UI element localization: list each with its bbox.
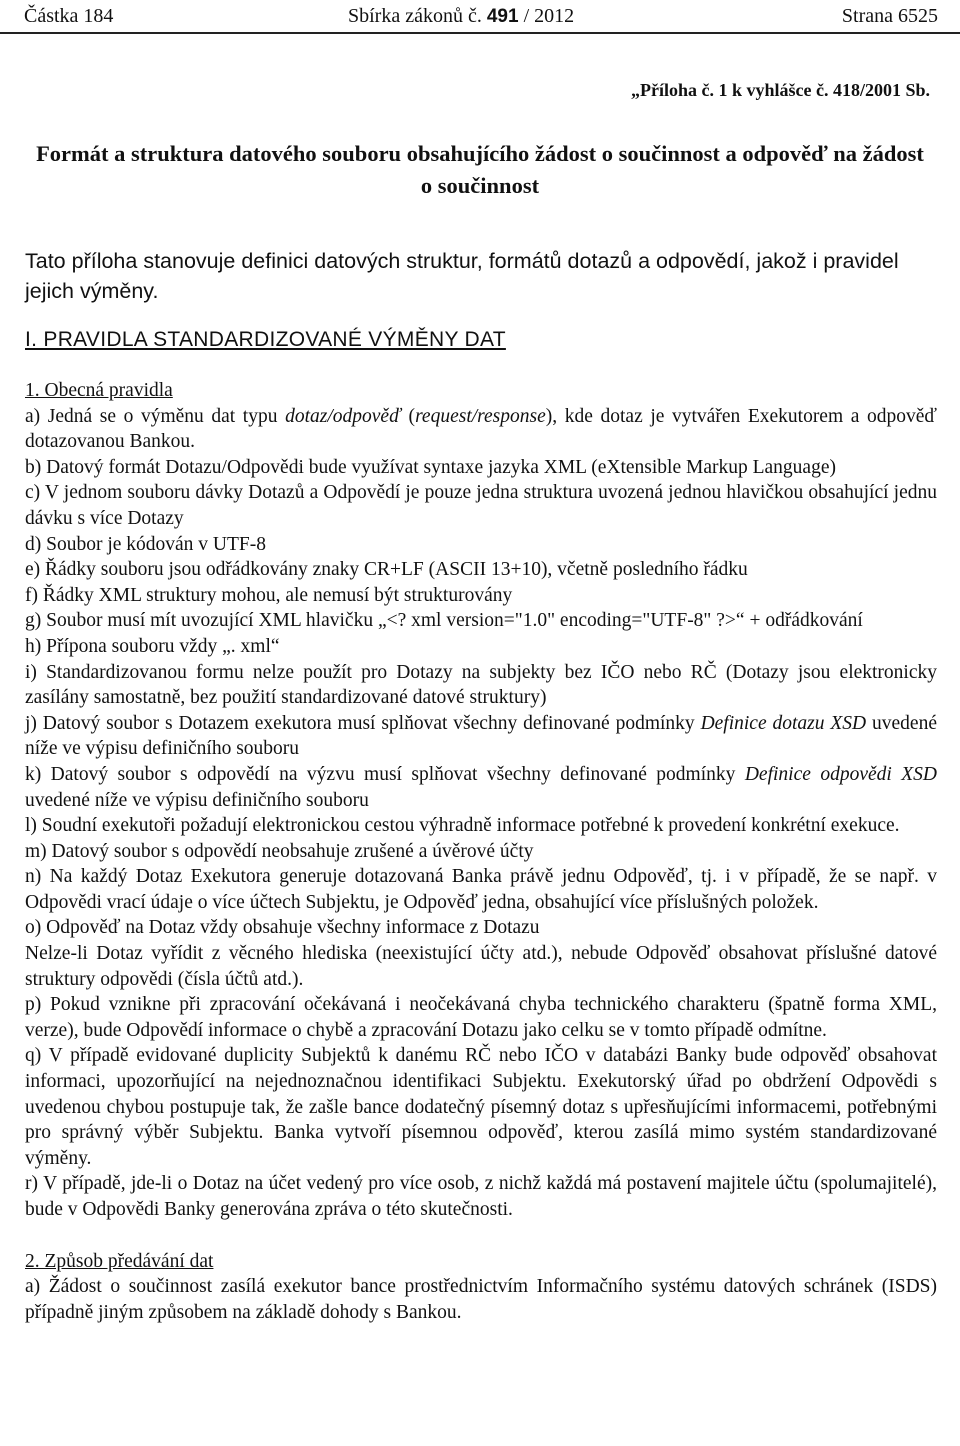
rule-o: o) Odpověď na Dotaz vždy obsahuje všechny informace z Dotazu xyxy=(25,917,540,939)
rule-q: q) V případě evidované duplicity Subjektů k danému RČ nebo IČO v databázi Banky bude odpověď obsahovat informaci, upozorňující na nejednoznačnou identifikaci Subjektu. Exekutorský úřad po obdržení Odpovědi s uvedenou chybou postupuje tak, že zašle bance dodatečný písemný dotaz s upřesňujícími informacemi, potřebnými pro správný výběr Subjektu. Banka vytvoří písemnou odpověď, kterou zasílá mimo systém standardizované výměny. xyxy=(25,1045,937,1169)
subsection-heading-general-rules: 1. Obecná pravidla xyxy=(25,380,173,401)
collection-number: 491 xyxy=(486,6,519,27)
rule-a-term-en: request/response xyxy=(415,405,546,427)
rule-n: n) Na každý Dotaz Exekutora generuje dotazovaná Banka právě jednu Odpověď, tj. i v případě, že se např. v Odpovědi vrací údaje o více účtech Subjektu, je Odpověď jedna, obsahující více příslušných položek. xyxy=(25,866,937,913)
rule-d: d) Soubor je kódován v UTF-8 xyxy=(25,533,267,555)
rule-l: l) Soudní exekutoři požadují elektronickou cestou výhradně informace potřebné k provedení konkrétní exekuce. xyxy=(25,815,900,837)
rule-j-term: Definice dotazu XSD xyxy=(700,712,867,734)
rule-e: e) Řádky souboru jsou odřádkovány znaky CR+LF (ASCII 13+10), včetně posledního řádku xyxy=(25,559,748,581)
rule-j xyxy=(25,711,937,762)
transfer-a: a) Žádost o součinnost zasílá exekutor bance prostřednictvím Informačního systému datových schránek (ISDS) případně jiným způsobem na základě dohody s Bankou. xyxy=(25,1276,937,1323)
annex-reference: „Příloha č. 1 k vyhlášce č. 418/2001 Sb. xyxy=(630,80,930,100)
collection-prefix: Sbírka zákonů č. xyxy=(348,5,482,27)
page-number: Strana 6525 xyxy=(841,5,938,27)
section-heading: I. PRAVIDLA STANDARDIZOVANÉ VÝMĚNY DAT xyxy=(25,328,506,351)
page-header xyxy=(24,4,938,32)
rule-p: p) Pokud vznikne při zpracování očekávaná i neočekávaná chyba technického charakteru (špatně forma XML, verze), bude Odpovědí informace o chybě a zpracování Dotazu jako celku se v tomto případě odmítne. xyxy=(25,994,937,1041)
rule-a xyxy=(25,404,937,455)
rule-g: g) Soubor musí mít uvozující XML hlavičku „<? xml version="1.0" encoding="UTF-8" ?>“ + odřádkování xyxy=(25,610,863,632)
intro-paragraph: Tato příloha stanovuje definici datových struktur, formátů dotazů a odpovědí, jakož i pravidel jejich výměny. xyxy=(25,249,899,303)
rule-a-text-1: a) Jedná se o výměnu dat typu xyxy=(25,405,286,427)
collection-year: / 2012 xyxy=(523,5,575,27)
rule-k-text-1: k) Datový soubor s odpovědí na výzvu musí splňovat všechny definované podmínky xyxy=(25,763,745,785)
document-title: Formát a struktura datového souboru obsahujícího žádost o součinnost a odpověď na žádost o součinnost xyxy=(36,141,924,198)
rule-k-text-2: uvedené níže ve výpisu definičního souboru xyxy=(25,789,369,811)
rule-b: b) Datový formát Dotazu/Odpovědi bude využívat syntaxe jazyka XML (eXtensible Markup Language) xyxy=(25,456,836,478)
rule-a-text-3: ), kde dotaz je vytvářen Exekutorem a odpověď dotazovanou Bankou. xyxy=(25,405,938,453)
rule-j-text-1: j) Datový soubor s Dotazem exekutora musí splňovat všechny definované podmínky xyxy=(25,712,701,734)
rule-f: f) Řádky XML struktury mohou, ale nemusí být strukturovány xyxy=(25,584,513,606)
rule-c: c) V jednom souboru dávky Dotazů a Odpovědí je pouze jedna struktura uvozená jednou hlavičkou obsahující jednu dávku s více Dotazy xyxy=(25,482,937,529)
rule-j-text-2: uvedené níže ve výpisu definičního souboru xyxy=(25,712,937,760)
subsection-heading-data-transfer: 2. Způsob předávání dat xyxy=(25,1250,214,1272)
collection-label xyxy=(348,4,574,29)
rule-a-text-2: ( xyxy=(400,405,416,427)
rule-i: i) Standardizovanou formu nelze použít pro Dotazy na subjekty bez IČO nebo RČ (Dotazy jsou elektronicky zasílány samostatně, bez použití standardizované datové struktury) xyxy=(25,661,937,709)
issue-number: Částka 184 xyxy=(24,5,114,27)
rules-body xyxy=(25,378,937,1325)
rule-r: r) V případě, jde-li o Dotaz na účet vedený pro více osob, z nichž každá má postavení majitele účtu (spolumajitelé), bude v Odpovědi Banky generována zpráva o této skutečnosti. xyxy=(25,1173,937,1220)
rule-a-term: dotaz/odpověď xyxy=(285,405,401,427)
rule-m: m) Datový soubor s odpovědí neobsahuje zrušené a úvěrové účty xyxy=(25,840,534,862)
rule-h: h) Přípona souboru vždy „. xml“ xyxy=(25,635,280,657)
rule-o-note: Nelze-li Dotaz vyřídit z věcného hlediska (neexistující účty atd.), nebude Odpověď obsahovat příslušné datové struktury odpovědi (čísla účtů atd.). xyxy=(25,943,937,990)
spacer xyxy=(25,1223,937,1249)
header-divider xyxy=(0,32,960,34)
rule-k-term: Definice odpovědi XSD xyxy=(744,763,937,785)
rule-k xyxy=(25,762,937,813)
